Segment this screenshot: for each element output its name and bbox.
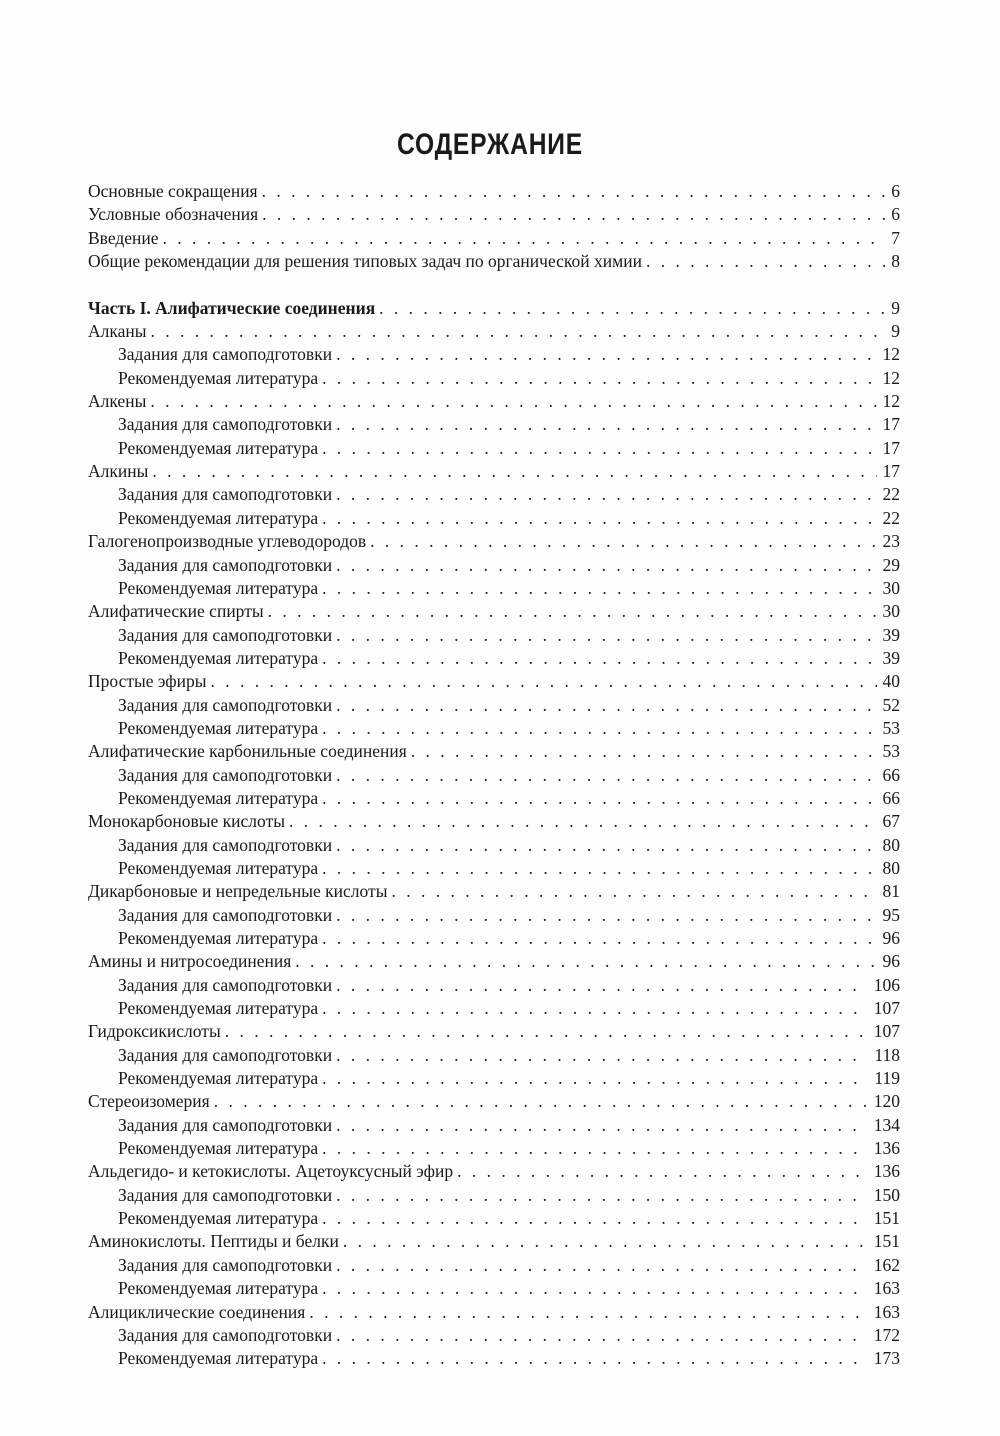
table-of-contents xyxy=(88,180,900,1371)
toc-entry-title: Задания для самоподготовки xyxy=(118,694,333,715)
toc-dot-leader xyxy=(225,1020,868,1043)
toc-dot-leader xyxy=(322,577,876,600)
toc-page-number: 30 xyxy=(882,601,900,622)
toc-entry-title: Рекомендуемая литература xyxy=(118,577,319,598)
toc-subentry xyxy=(88,554,900,577)
toc-entry-title: Алициклические соединения xyxy=(88,1301,306,1322)
toc-dot-leader xyxy=(322,647,876,670)
toc-entry-title: Задания для самоподготовки xyxy=(118,484,333,505)
toc-page-number: 9 xyxy=(891,321,900,342)
toc-dot-leader xyxy=(322,857,876,880)
toc-dot-leader xyxy=(336,834,876,857)
toc-entry-title: Введение xyxy=(88,227,159,248)
toc-dot-leader xyxy=(322,787,876,810)
toc-entry-title: Задания для самоподготовки xyxy=(118,1254,333,1275)
toc-dot-leader xyxy=(336,904,876,927)
toc-entry-title: Дикарбоновые и непредельные кислоты xyxy=(88,881,388,902)
toc-dot-leader xyxy=(646,250,885,273)
toc-dot-leader xyxy=(268,600,877,623)
toc-dot-leader xyxy=(391,880,876,903)
toc-subentry xyxy=(88,577,900,600)
toc-subentry xyxy=(88,834,900,857)
toc-entry xyxy=(88,1230,900,1253)
toc-page-number: 53 xyxy=(882,717,900,738)
toc-entry-title: Условные обозначения xyxy=(88,204,259,225)
toc-entry-title: Задания для самоподготовки xyxy=(118,974,333,995)
toc-page-number: 95 xyxy=(882,904,900,925)
toc-entry xyxy=(88,180,900,203)
toc-subentry xyxy=(88,974,900,997)
toc-dot-leader xyxy=(262,180,886,203)
toc-dot-leader xyxy=(336,1044,868,1067)
toc-entry-title: Задания для самоподготовки xyxy=(118,1114,333,1135)
toc-entry-title: Задания для самоподготовки xyxy=(118,834,333,855)
toc-page-number: 96 xyxy=(882,951,900,972)
toc-subentry xyxy=(88,343,900,366)
toc-page-number: 151 xyxy=(873,1231,900,1252)
toc-dot-leader xyxy=(163,227,886,250)
toc-entry xyxy=(88,250,900,273)
toc-dot-leader xyxy=(322,1277,868,1300)
toc-dot-leader xyxy=(336,413,876,436)
toc-entry-title: Рекомендуемая литература xyxy=(118,928,319,948)
toc-page-number: 52 xyxy=(882,694,900,715)
toc-subentry xyxy=(88,1277,900,1300)
toc-dot-leader xyxy=(289,810,877,833)
toc-entry xyxy=(88,203,900,226)
toc-subentry xyxy=(88,857,900,880)
toc-dot-leader xyxy=(322,1067,868,1090)
toc-page-number: 136 xyxy=(873,1161,900,1182)
toc-dot-leader xyxy=(322,717,876,740)
toc-subentry xyxy=(88,413,900,436)
toc-entry xyxy=(88,390,900,413)
toc-entry-title: Рекомендуемая литература xyxy=(118,1138,319,1159)
toc-entry-title: Галогенопроизводные углеводородов xyxy=(88,531,367,552)
toc-entry xyxy=(88,460,900,483)
toc-page-number: 9 xyxy=(891,297,900,318)
toc-dot-leader xyxy=(379,297,885,320)
toc-dot-leader xyxy=(336,974,868,997)
toc-entry xyxy=(88,1090,900,1113)
toc-subentry xyxy=(88,507,900,530)
toc-page-number: 80 xyxy=(882,857,900,878)
toc-page-number: 119 xyxy=(874,1068,900,1089)
toc-entry-title: Гидроксикислоты xyxy=(88,1021,221,1042)
toc-page-number: 151 xyxy=(873,1208,900,1229)
page-title: СОДЕРЖАНИЕ xyxy=(396,128,584,161)
toc-page-number: 30 xyxy=(882,577,900,598)
toc-page-number: 173 xyxy=(873,1348,900,1369)
toc-dot-leader xyxy=(262,203,885,226)
toc-page-number: 12 xyxy=(882,391,900,412)
toc-entry-title: Альдегидо- и кетокислоты. Ацетоуксусный эфир xyxy=(88,1161,454,1182)
toc-entry-title: Рекомендуемая литература xyxy=(118,437,319,458)
toc-entry-title: Основные сокращения xyxy=(88,181,258,201)
toc-entry-title: Задания для самоподготовки xyxy=(118,554,333,575)
toc-subentry xyxy=(88,367,900,390)
toc-dot-leader xyxy=(322,927,876,950)
toc-entry-title: Простые эфиры xyxy=(88,671,207,692)
toc-page-number: 107 xyxy=(873,1021,900,1042)
toc-entry-title: Алифатические карбонильные соединения xyxy=(88,741,407,762)
toc-page-number: 6 xyxy=(891,204,900,225)
toc-dot-leader xyxy=(370,530,876,553)
toc-dot-leader xyxy=(336,1254,868,1277)
toc-entry-title: Аминокислоты. Пептиды и белки xyxy=(88,1231,339,1252)
toc-dot-leader xyxy=(457,1160,868,1183)
toc-subentry xyxy=(88,997,900,1020)
toc-page-number: 107 xyxy=(873,998,900,1019)
toc-dot-leader xyxy=(411,740,877,763)
toc-entry-title: Рекомендуемая литература xyxy=(118,507,319,528)
toc-subentry xyxy=(88,1044,900,1067)
toc-entry-title: Часть I. Алифатические соединения xyxy=(88,297,376,318)
toc-dot-leader xyxy=(336,624,876,647)
toc-entry-title: Алкены xyxy=(88,391,147,412)
toc-entry-title: Рекомендуемая литература xyxy=(118,998,319,1019)
toc-page-number: 163 xyxy=(873,1301,900,1322)
toc-page-number: 39 xyxy=(882,647,900,668)
toc-entry xyxy=(88,950,900,973)
toc-dot-leader xyxy=(336,1184,868,1207)
toc-entry-title: Задания для самоподготовки xyxy=(118,764,333,785)
toc-page-number: 12 xyxy=(882,344,900,365)
toc-entry-title: Рекомендуемая литература xyxy=(118,647,319,668)
toc-dot-leader xyxy=(322,367,876,390)
toc-page-number: 120 xyxy=(873,1091,900,1112)
toc-entry-title: Рекомендуемая литература xyxy=(118,857,319,878)
toc-dot-leader xyxy=(322,1347,868,1370)
toc-entry xyxy=(88,227,900,250)
toc-subentry xyxy=(88,437,900,460)
toc-entry xyxy=(88,530,900,553)
toc-page-number: 29 xyxy=(882,554,900,575)
toc-dot-leader xyxy=(336,343,876,366)
toc-entry xyxy=(88,1301,900,1324)
toc-part-heading xyxy=(88,297,900,320)
toc-subentry xyxy=(88,624,900,647)
toc-entry-title: Рекомендуемая литература xyxy=(118,1208,319,1229)
toc-entry xyxy=(88,320,900,343)
toc-entry-title: Рекомендуемая литература xyxy=(118,1278,319,1299)
toc-entry-title: Алифатические спирты xyxy=(88,601,264,622)
toc-entry-title: Задания для самоподготовки xyxy=(118,344,333,365)
toc-entry xyxy=(88,810,900,833)
toc-dot-leader xyxy=(309,1301,867,1324)
toc-page-number: 53 xyxy=(882,741,900,762)
toc-dot-leader xyxy=(336,483,876,506)
toc-entry-title: Рекомендуемая литература xyxy=(118,717,319,738)
toc-dot-leader xyxy=(336,694,876,717)
toc-dot-leader xyxy=(322,507,876,530)
toc-page-number: 17 xyxy=(882,414,900,435)
toc-subentry xyxy=(88,1207,900,1230)
toc-page-number: 40 xyxy=(882,671,900,692)
toc-entry-title: Задания для самоподготовки xyxy=(118,1184,333,1205)
toc-page-number: 162 xyxy=(873,1254,900,1275)
toc-page-number: 96 xyxy=(882,928,900,948)
toc-entry-title: Общие рекомендации для решения типовых задач по органической химии xyxy=(88,251,642,272)
toc-entry-title: Задания для самоподготовки xyxy=(118,904,333,925)
toc-page-number: 22 xyxy=(882,507,900,528)
toc-page-number: 6 xyxy=(891,181,900,201)
toc-page-number: 172 xyxy=(873,1324,900,1345)
toc-entry-title: Амины и нитросоединения xyxy=(88,951,292,972)
toc-dot-leader xyxy=(214,1090,868,1113)
toc-dot-leader xyxy=(151,320,886,343)
toc-dot-leader xyxy=(336,764,876,787)
toc-page-number: 8 xyxy=(891,251,900,272)
toc-entry-title: Задания для самоподготовки xyxy=(118,414,333,435)
toc-dot-leader xyxy=(322,997,868,1020)
toc-subentry xyxy=(88,483,900,506)
toc-subentry xyxy=(88,904,900,927)
toc-entry-title: Рекомендуемая литература xyxy=(118,1348,319,1369)
toc-page-number: 67 xyxy=(882,811,900,832)
toc-entry-title: Стереоизомерия xyxy=(88,1091,210,1112)
toc-subentry xyxy=(88,647,900,670)
toc-dot-leader xyxy=(152,460,876,483)
toc-entry-title: Задания для самоподготовки xyxy=(118,1324,333,1345)
toc-subentry xyxy=(88,1324,900,1347)
toc-subentry xyxy=(88,694,900,717)
toc-subentry xyxy=(88,1254,900,1277)
toc-page-number: 66 xyxy=(882,787,900,808)
toc-page-number: 39 xyxy=(882,624,900,645)
toc-page-number: 22 xyxy=(882,484,900,505)
toc-entry xyxy=(88,880,900,903)
toc-subentry xyxy=(88,1114,900,1137)
toc-subentry xyxy=(88,764,900,787)
toc-subentry xyxy=(88,717,900,740)
toc-page-number: 150 xyxy=(873,1184,900,1205)
toc-dot-leader xyxy=(322,1137,868,1160)
toc-subentry xyxy=(88,787,900,810)
toc-page-number: 136 xyxy=(873,1138,900,1159)
toc-page-number: 12 xyxy=(882,367,900,388)
toc-page-number: 66 xyxy=(882,764,900,785)
toc-subentry xyxy=(88,927,900,950)
toc-entry-title: Алканы xyxy=(88,321,147,342)
toc-subentry xyxy=(88,1067,900,1090)
toc-dot-leader xyxy=(322,1207,868,1230)
toc-dot-leader xyxy=(295,950,876,973)
toc-entry-title: Задания для самоподготовки xyxy=(118,624,333,645)
toc-page-number: 134 xyxy=(873,1114,900,1135)
toc-dot-leader xyxy=(336,1324,868,1347)
toc-entry-title: Рекомендуемая литература xyxy=(118,1068,319,1089)
toc-entry-title: Задания для самоподготовки xyxy=(118,1044,333,1065)
toc-page-number: 106 xyxy=(873,974,900,995)
toc-entry xyxy=(88,1020,900,1043)
toc-entry-title: Алкины xyxy=(88,461,149,482)
toc-entry xyxy=(88,740,900,763)
toc-subentry xyxy=(88,1184,900,1207)
toc-dot-leader xyxy=(322,437,876,460)
toc-dot-leader xyxy=(336,1114,868,1137)
toc-subentry xyxy=(88,1137,900,1160)
toc-page-number: 118 xyxy=(874,1044,900,1065)
toc-page-number: 23 xyxy=(882,531,900,552)
toc-entry-title: Рекомендуемая литература xyxy=(118,787,319,808)
toc-page-number: 163 xyxy=(873,1278,900,1299)
toc-entry xyxy=(88,600,900,623)
toc-entry xyxy=(88,670,900,693)
toc-page-number: 7 xyxy=(891,227,900,248)
toc-page-number: 80 xyxy=(882,834,900,855)
toc-dot-leader xyxy=(336,554,876,577)
toc-dot-leader xyxy=(343,1230,868,1253)
toc-entry xyxy=(88,1160,900,1183)
toc-entry-title: Монокарбоновые кислоты xyxy=(88,811,285,832)
toc-entry-title: Рекомендуемая литература xyxy=(118,367,319,388)
toc-subentry xyxy=(88,1347,900,1370)
toc-page-number: 81 xyxy=(882,881,900,902)
toc-dot-leader xyxy=(150,390,876,413)
toc-page-number: 17 xyxy=(882,461,900,482)
toc-dot-leader xyxy=(211,670,877,693)
toc-page-number: 17 xyxy=(882,437,900,458)
